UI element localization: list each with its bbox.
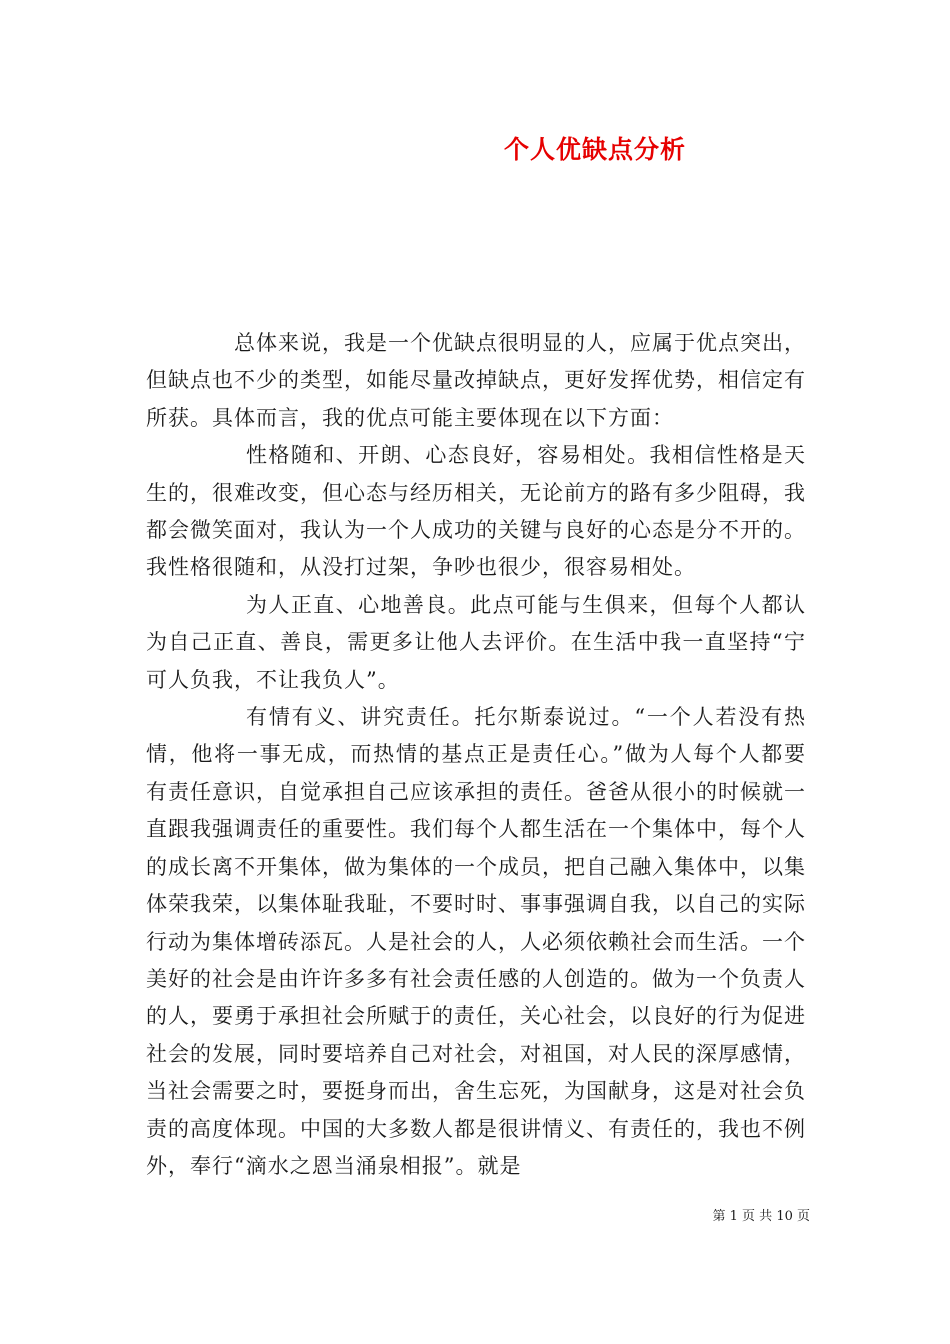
paragraph-personality: 性格随和、开朗、心态良好，容易相处。我相信性格是天生的，很难改变，但心态与经历相关，无论前方的路有多少阻碍，我都会微笑面对，我认为一个人成功的关键与良好的心态是分不开的。我性格很随和，从没打过架，争吵也很少，很容易相处。 [146, 443, 806, 580]
paragraph-integrity: 为人正直、心地善良。此点可能与生俱来，但每个人都认为自己正直、善良，需更多让他人去评价。在生活中我一直坚持“宁可人负我，不让我负人”。 [146, 592, 806, 692]
page-number-footer: 第 1 页 共 10 页 [712, 1209, 810, 1224]
document-title: 个人优缺点分析 [503, 135, 686, 164]
document-body [146, 325, 806, 1185]
paragraph-overview: 总体来说，我是一个优缺点很明显的人，应属于优点突出，但缺点也不少的类型，如能尽量改掉缺点，更好发挥优势，相信定有所获。具体而言，我的优点可能主要体现在以下方面： [146, 331, 806, 430]
paragraph-responsibility: 有情有义、讲究责任。托尔斯泰说过。“一个人若没有热情，他将一事无成，而热情的基点正是责任心。”做为人每个人都要有责任意识，自觉承担自己应该承担的责任。爸爸从很小的时候就一直跟我强调责任的重要性。我们每个人都生活在一个集体中，每个人的成长离不开集体，做为集体的一个成员，把自己融入集体中，以集体荣我荣，以集体耻我耻，不要时时、事事强调自我，以自己的实际行动为集体增砖添瓦。人是社会的人，人必须依赖社会而生活。一个美好的社会是由许许多多有社会责任感的人创造的。做为一个负责人的人，要勇于承担社会所赋于的责任，关心社会，以良好的行为促进社会的发展，同时要培养自己对社会，对祖国，对人民的深厚感情，当社会需要之时，要挺身而出，舍生忘死，为国献身，这是对社会负责的高度体现。中国的大多数人都是很讲情义、有责任的，我也不例外，奉行“滴水之恩当涌泉相报”。就是 [146, 705, 806, 1178]
